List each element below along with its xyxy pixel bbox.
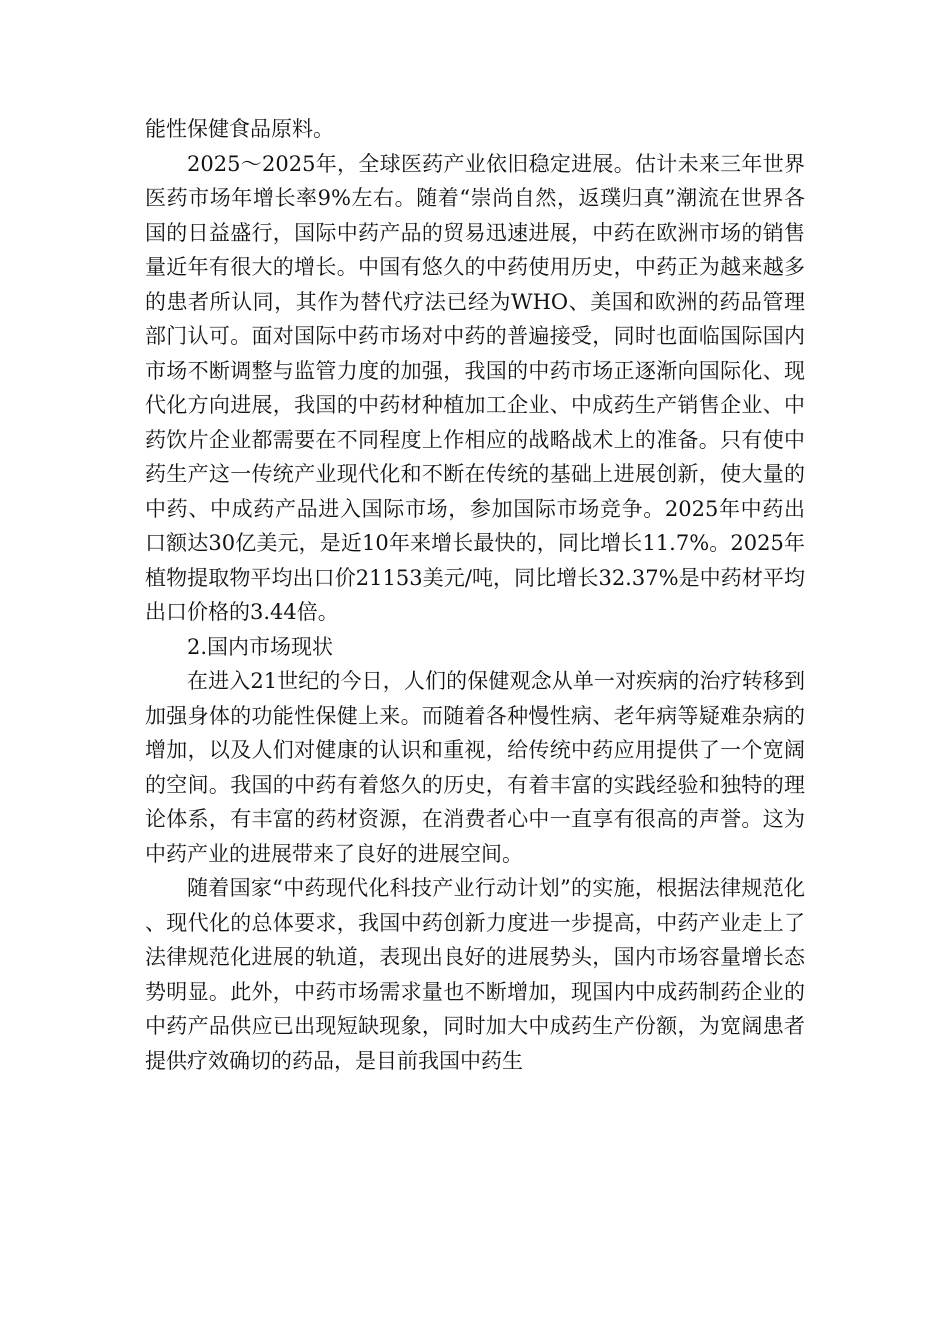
section-heading-domestic-market: 2.国内市场现状 (187, 634, 334, 659)
paragraph-modernization-plan: 随着国家“中药现代化科技产业行动计划”的实施，根据法律规范化、现代化的总体要求，我国中药创新力度进一步提高，中药产业走上了法律规范化进展的轨道，表现出良好的进展势头，国内市场容量增长态势明显。此外，中药市场需求量也不断增加，现国内中成药制药企业的中药产品供应已出现短缺现象，同时加大中成药生产份额，为宽阔患者提供疗效确切的药品，是目前我国中药生 (145, 876, 805, 1073)
paragraph-continuation: 能性保健食品原料。 (145, 117, 334, 141)
paragraph-domestic-health: 在进入21世纪的今日，人们的保健观念从单一对疾病的治疗转移到加强身体的功能性保健上来。而随着各种慢性病、老年病等疑难杂病的增加，以及人们对健康的认识和重视，给传统中药应用提供了一个宽阔的空间。我国的中药有着悠久的历史，有着丰富的实践经验和独特的理论体系，有丰富的药材资源，在消费者心中一直享有很高的声誉。这为中药产业的进展带来了良好的进展空间。 (145, 669, 805, 866)
paragraph-global-market: 2025～2025年，全球医药产业依旧稳定进展。估计未来三年世界医药市场年增长率9%左右。随着“崇尚自然，返璞归真”潮流在世界各国的日益盛行，国际中药产品的贸易迅速进展，中药在欧洲市场的销售量近年有很大的增长。中国有悠久的中药使用历史，中药正为越来越多的患者所认同，其作为替代疗法已经为WHO、美国和欧洲的药品管理部门认可。面对国际中药市场对中药的普遍接受，同时也面临国际国内市场不断调整与监管力度的加强，我国的中药市场正逐渐向国际化、现代化方向进展，我国的中药材种植加工企业、中成药生产销售企业、中药饮片企业都需要在不同程度上作相应的战略战术上的准备。只有使中药生产这一传统产业现代化和不断在传统的基础上进展创新，使大量的中药、中成药产品进入国际市场，参加国际市场竞争。2025年中药出口额达30亿美元，是近10年来增长最快的，同比增长11.7%。2025年植物提取物平均出口价21153美元/吨，同比增长32.37%是中药材平均出口价格的3.44倍。 (145, 151, 805, 624)
document-page (145, 112, 805, 1078)
